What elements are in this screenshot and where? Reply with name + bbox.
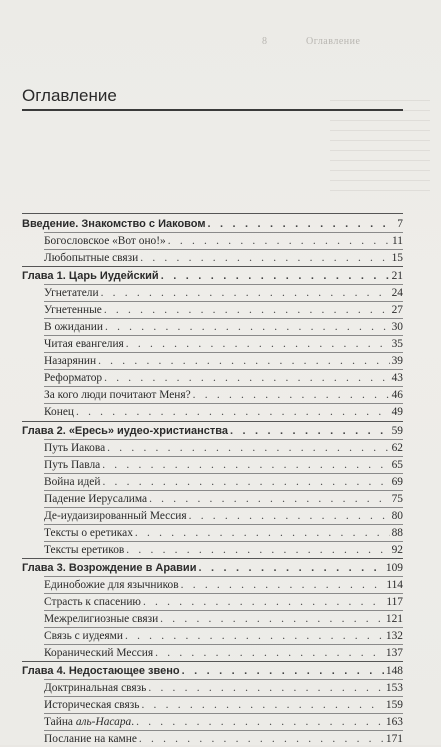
entry-page: 92 [391,544,403,556]
entry-page: 30 [391,321,403,333]
toc-entry[interactable] [44,697,403,713]
toc-entry[interactable] [44,233,403,249]
entry-page: 46 [391,389,403,401]
entry-page: 137 [385,647,403,659]
toc-entry[interactable] [44,457,403,473]
entry-page: 117 [386,596,403,608]
toc-entry[interactable] [44,542,403,558]
chapter-rule [22,558,403,559]
entry-page: 65 [391,459,403,471]
toc-entry[interactable] [44,285,403,301]
toc-entry[interactable] [44,474,403,490]
dot-leader [105,319,390,335]
dot-leader [107,440,389,456]
chapter-page: 59 [391,425,403,437]
running-head-page-number: 8 [262,36,268,47]
chapter-page: 148 [385,665,403,677]
dot-leader [141,697,383,713]
entry-title: Послание на камне [44,733,137,745]
chapter-title: Глава 1. Царь Иудейский [22,270,159,282]
entry-title: Путь Иакова [44,442,106,454]
entry-title: В ожидании [44,321,103,333]
dot-leader [198,560,383,576]
dot-leader [125,628,384,644]
entry-title: Война идей [44,476,101,488]
entry-page: 49 [391,406,403,418]
dot-leader [104,302,390,318]
toc-entry[interactable] [44,319,403,335]
dot-leader [193,387,390,403]
dot-leader [140,250,389,266]
dot-leader [149,491,390,507]
toc-entry[interactable] [44,508,403,524]
dot-leader [98,353,390,369]
dot-leader [148,680,384,696]
toc-chapter-1[interactable] [22,268,403,284]
toc-entry[interactable] [44,525,403,541]
toc-entry[interactable] [44,440,403,456]
entry-page: 27 [391,304,403,316]
dot-leader [168,233,390,249]
toc-chapter[interactable] [22,423,403,439]
chapter-title: Глава 3. Возрождение в Аравии [22,562,197,574]
toc-entry[interactable] [44,353,403,369]
toc-entry[interactable] [44,680,403,696]
dot-leader [230,423,390,439]
entry-title: Межрелигиозные связи [44,613,159,625]
entry-title-italic: аль-Насара [75,716,132,728]
entry-page: 75 [391,493,403,505]
toc-entry[interactable] [44,611,403,627]
dot-leader [161,268,390,284]
toc-entry[interactable] [44,577,403,593]
entry-title: Тексты еретиков [44,544,125,556]
entry-title: Любопытные связи [44,252,139,264]
dot-leader [143,594,384,610]
toc-entry[interactable] [44,387,403,403]
toc-entry[interactable] [44,336,403,352]
dot-leader [155,645,384,661]
entry-title: Связь с иудеями [44,630,123,642]
entry-page: 114 [386,579,403,591]
dot-leader [76,404,390,420]
entry-title: Тексты о еретиках [44,527,133,539]
dot-leader [160,611,384,627]
entry-page: 121 [385,613,403,625]
bleed-through-lines [330,100,430,210]
chapter-title: Глава 2. «Ересь» иудео-христианства [22,425,228,437]
entry-page: 163 [385,716,403,728]
toc-entry[interactable] [44,645,403,661]
entry-title: Конец [44,406,74,418]
toc-entry[interactable] [44,370,403,386]
dot-leader [208,216,396,232]
entry-title: За кого люди почитают Меня? [44,389,191,401]
toc-chapter[interactable] [22,663,403,679]
toc-entry[interactable] [44,404,403,420]
chapter-page: 7 [397,218,403,230]
toc-entry[interactable] [44,250,403,266]
dot-leader [102,457,389,473]
entry-page: 80 [391,510,403,522]
dot-leader [126,542,389,558]
toc-entry[interactable] [44,628,403,644]
entry-page: 159 [385,699,403,711]
entry-page: 39 [391,355,403,367]
running-head-title: Оглавление [306,36,361,47]
entry-page: 132 [385,630,403,642]
entry-title: Угнетатели [44,287,99,299]
entry-title: Реформатор [44,372,103,384]
chapter-rule [22,266,403,267]
entry-page: 15 [391,252,403,264]
entry-title: Угнетенные [44,304,102,316]
entry-title: Единобожие для язычников [44,579,179,591]
chapter-title: Глава 4. Недостающее звено [22,665,180,677]
dot-leader [189,508,390,524]
entry-title: Путь Павла [44,459,101,471]
entry-title: Де-иудаизированный Мессия [44,510,187,522]
chapter-page: 21 [391,270,403,282]
entry-page: 62 [391,442,403,454]
chapter-rule [22,661,403,662]
entry-page: 11 [392,235,403,247]
entry-title: Страсть к спасению [44,596,141,608]
page-title: Оглавление [22,86,117,105]
entry-page: 88 [391,527,403,539]
toc-entry[interactable] [44,302,403,318]
dot-leader [101,285,390,301]
toc-entry[interactable] [44,491,403,507]
dot-leader [135,525,390,541]
dot-leader [102,474,389,490]
chapter-title: Введение. Знакомство с Иаковом [22,218,206,230]
chapter-page: 109 [385,562,403,574]
entry-title: Падение Иерусалима [44,493,148,505]
toc-entry[interactable] [44,594,403,610]
entry-title: Коранический Мессия [44,647,154,659]
running-head [0,36,441,50]
entry-title: Богословское «Вот оно!» [44,235,166,247]
entry-page: 171 [385,733,403,745]
entry-page: 69 [391,476,403,488]
entry-title: Историческая связь [44,699,140,711]
dot-leader [181,577,385,593]
title-rule [22,109,403,111]
entry-page: 35 [391,338,403,350]
dot-leader [126,336,390,352]
entry-page: 43 [391,372,403,384]
chapter-rule [22,213,403,214]
toc-chapter[interactable] [22,560,403,576]
toc-entry[interactable] [44,714,403,730]
entry-title: Тайна аль-Насара. [44,716,135,728]
dot-leader [136,714,384,730]
entry-title: Назарянин [44,355,97,367]
entry-page: 24 [391,287,403,299]
chapter-rule [22,421,403,422]
dot-leader [182,663,384,679]
entry-title: Доктринальная связь [44,682,147,694]
entry-page: 153 [385,682,403,694]
toc-chapter-intro[interactable] [22,216,403,232]
dot-leader [104,370,390,386]
entry-title: Читая евангелия [44,338,124,350]
